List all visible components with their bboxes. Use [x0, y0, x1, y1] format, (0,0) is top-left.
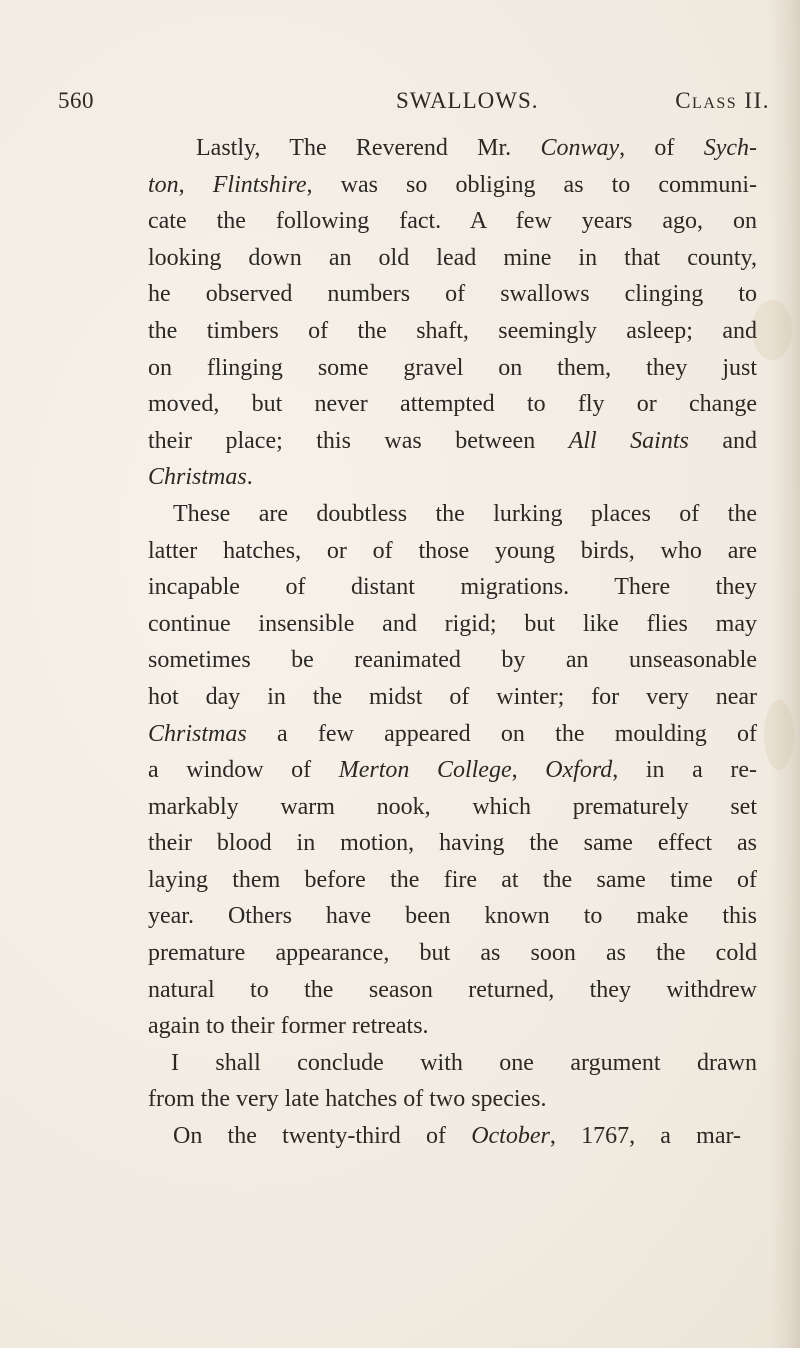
paper-stain: [752, 300, 792, 360]
text-line: cate the following fact. A few years ago, on: [148, 208, 757, 235]
text-line: markably warm nook, which prematurely set: [148, 793, 757, 820]
page-number: 560: [58, 88, 94, 113]
text-line: These are doubtless the lurking places of the: [173, 500, 757, 527]
text-line: again to their former retreats.: [148, 1013, 429, 1040]
running-title: SWALLOWS.: [396, 88, 539, 113]
text-line: latter hatches, or of those young birds, who are: [148, 537, 757, 564]
running-head: [58, 88, 770, 120]
text-line: a window of Merton College, Oxford, in a re-: [148, 757, 757, 784]
body-text: [148, 130, 758, 1155]
text-line: incapable of distant migrations. There they: [148, 574, 757, 601]
text-line: Christmas a few appeared on the moulding of: [148, 720, 757, 747]
text-line: looking down an old lead mine in that county,: [148, 244, 757, 271]
text-line: from the very late hatches of two species.: [148, 1086, 547, 1113]
text-line: hot day in the midst of winter; for very near: [148, 683, 757, 710]
text-line: the timbers of the shaft, seemingly asleep; and: [148, 317, 757, 344]
text-line: continue insensible and rigid; but like flies may: [148, 610, 757, 637]
text-line: on flinging some gravel on them, they just: [148, 354, 757, 381]
text-line: their blood in motion, having the same effect as: [148, 830, 757, 857]
text-line: he observed numbers of swallows clinging to: [148, 281, 757, 308]
text-line: premature appearance, but as soon as the cold: [148, 940, 757, 967]
text-line: their place; this was between All Saints and: [148, 427, 758, 454]
text-line: laying them before the fire at the same time of: [148, 866, 757, 893]
text-line: ton, Flintshire, was so obliging as to communi-: [148, 171, 758, 198]
text-line: moved, but never attempted to fly or change: [148, 391, 757, 418]
text-line: natural to the season returned, they withdrew: [148, 976, 757, 1003]
text-line: sometimes be reanimated by an unseasonable: [148, 647, 757, 674]
section-label: Class II.: [675, 88, 770, 113]
paper-stain: [764, 700, 794, 770]
text-line: year. Others have been known to make this: [148, 903, 757, 930]
text-line: I shall conclude with one argument drawn: [171, 1049, 757, 1076]
text-line: Lastly, The Reverend Mr. Conway, of Sych-: [196, 135, 757, 161]
text-line: On the twenty-third of October, 1767, a mar-: [173, 1123, 741, 1150]
text-line: Christmas.: [148, 464, 253, 491]
